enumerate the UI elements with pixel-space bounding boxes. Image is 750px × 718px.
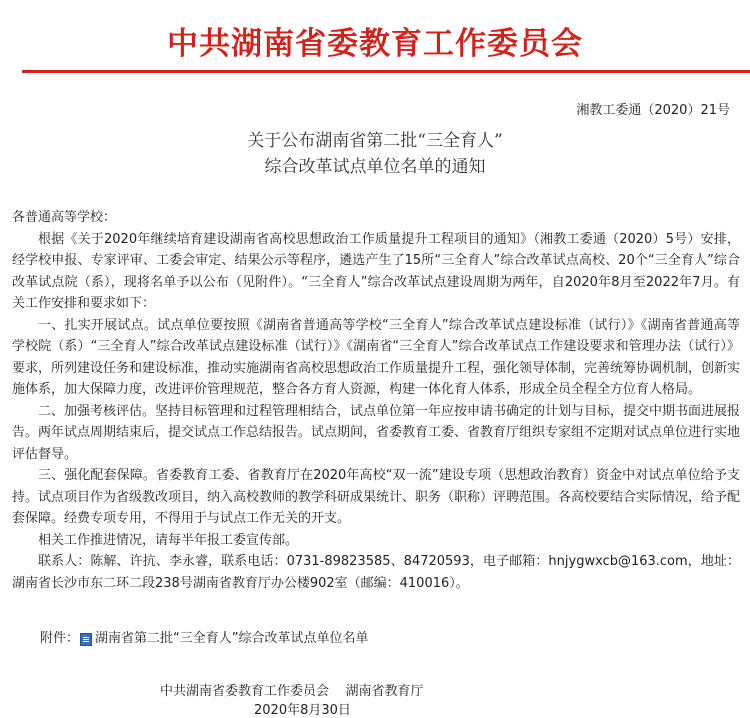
contact-paragraph: 联系人：陈解、许抗、李永睿，联系电话：0731-89823585、84720593，电子邮箱：hnjygwxcb@163.com，地址：湖南省长沙市东二环二段238号湖南省教育厅办公楼902室（邮编：410016）。 <box>12 554 740 591</box>
body-paragraph: 相关工作推进情况，请每半年报工委宣传部。 <box>38 532 299 548</box>
issue-date: 2020年8月30日 <box>254 703 351 718</box>
attachment-link[interactable]: 湖南省第二批“三全育人”综合改革试点单位名单 <box>95 631 369 646</box>
notice-title-line-2: 综合改革试点单位名单的通知 <box>264 157 486 177</box>
document-icon[interactable] <box>80 633 92 646</box>
attachment-label: 附件： <box>40 631 80 646</box>
attachment-row <box>40 629 369 649</box>
masthead-red-rule <box>22 70 750 73</box>
body-paragraph: 三、强化配套保障。省委教育工委、省教育厅在2020年高校“双一流”建设专项（思想政治教育）资金中对试点单位给予支持。试点项目作为省级教改项目，纳入高校教师的教学科研成果统计、职务（职称）评聘范围。各高校要结合实际情况，给予配套保障。经费专项专用，不得用于与试点工作无关的开支。 <box>12 468 741 526</box>
body-paragraph: 一、扎实开展试点。试点单位要按照《湖南省普通高等学校“三全育人”综合改革试点建设标准（试行）》《湖南省普通高等学校院（系）“三全育人”综合改革试点建设标准（试行）》《湖南省“三全育人”综合改革试点工作建设要求和管理办法（试行）》要求，所列建设任务和建设标准，推动实施湖南省高校思想政治工作质量提升工程，强化领导体制，完善统筹协调机制，创新实施体系，加大保障力度，改进评价管理规范，整合各方育人资源，构建一体化育人体系，形成全员全程全方位育人格局。 <box>12 317 741 397</box>
body-paragraph: 二、加强考核评估。坚持目标管理和过程管理相结合，试点单位第一年应按申请书确定的计划与目标，提交中期书面进展报告。两年试点周期结束后，提交试点工作总结报告。试点期间，省委教育工委、省教育厅组织专家组不定期对试点单位进行实地评估督导。 <box>12 403 741 462</box>
notice-title-line-1: 关于公布湖南省第二批“三全育人” <box>247 131 503 151</box>
notice-body <box>12 207 740 594</box>
body-paragraph: 根据《关于2020年继续培育建设湖南省高校思想政治工作质量提升工程项目的通知》（湘教工委通（2020）5号）安排，经学校申报、专家评审、工委会审定、结果公示等程序，遴选产生了15所“三全育人”综合改革试点高校、20个“三全育人”综合改革试点院（系），现将名单予以公布（见附件）。“三全育人”综合改革试点建设周期为两年，自2020年8月至2022年7月。有关工作安排和要求如下： <box>12 231 740 311</box>
masthead-title: 中共湖南省委教育工作委员会 <box>167 26 583 62</box>
salutation: 各普通高等学校： <box>12 210 117 225</box>
document-number: 湘教工委通（2020）21号 <box>576 103 730 118</box>
issuing-organizations: 中共湖南省委教育工作委员会 湖南省教育厅 <box>160 684 424 699</box>
notice-title <box>0 128 750 180</box>
